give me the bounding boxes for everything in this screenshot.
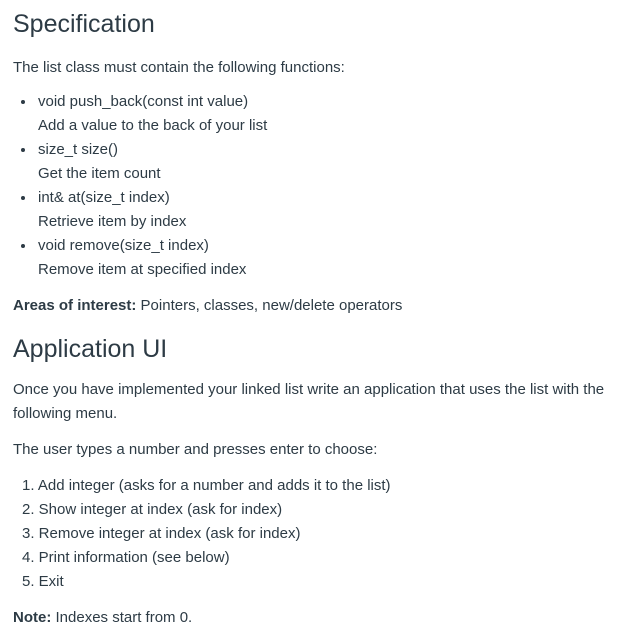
note [13,606,192,630]
application-ui-instructions: The user types a number and presses enter to choose: [13,441,378,458]
function-description: Get the item count [38,165,161,182]
list-item [13,186,613,234]
menu-item: 1. Add integer (asks for a number and adds it to the list) [22,477,391,494]
function-signature: int& at(size_t index) [38,189,170,206]
function-signature: void remove(size_t index) [38,237,209,254]
areas-label: Areas of interest: [13,297,137,314]
bullet-icon [21,148,25,152]
menu-item: 2. Show integer at index (ask for index) [22,501,283,518]
bullet-icon [21,100,25,104]
menu-item: 4. Print information (see below) [22,549,230,566]
list-item [13,234,613,282]
menu-list [13,474,391,594]
function-description: Add a value to the back of your list [38,117,268,134]
list-item [13,138,613,186]
function-signature: size_t size() [38,141,119,158]
function-description: Retrieve item by index [38,213,187,230]
specification-heading: Specification [13,10,155,38]
function-signature: void push_back(const int value) [38,93,249,110]
note-label: Note: [13,609,52,626]
areas-text: Pointers, classes, new/delete operators [136,297,403,314]
specification-intro: The list class must contain the following functions: [13,59,345,76]
menu-item: 5. Exit [22,573,64,590]
function-description: Remove item at specified index [38,261,247,278]
application-ui-intro: Once you have implemented your linked list write an application that uses the list with the following menu. [13,381,605,422]
bullet-icon [21,196,25,200]
menu-item: 3. Remove integer at index (ask for index) [22,525,301,542]
list-item [13,90,613,138]
application-ui-heading: Application UI [13,335,168,363]
bullet-icon [21,244,25,248]
note-text: Indexes start from 0. [51,609,193,626]
function-list [13,90,613,282]
areas-of-interest [13,294,402,318]
